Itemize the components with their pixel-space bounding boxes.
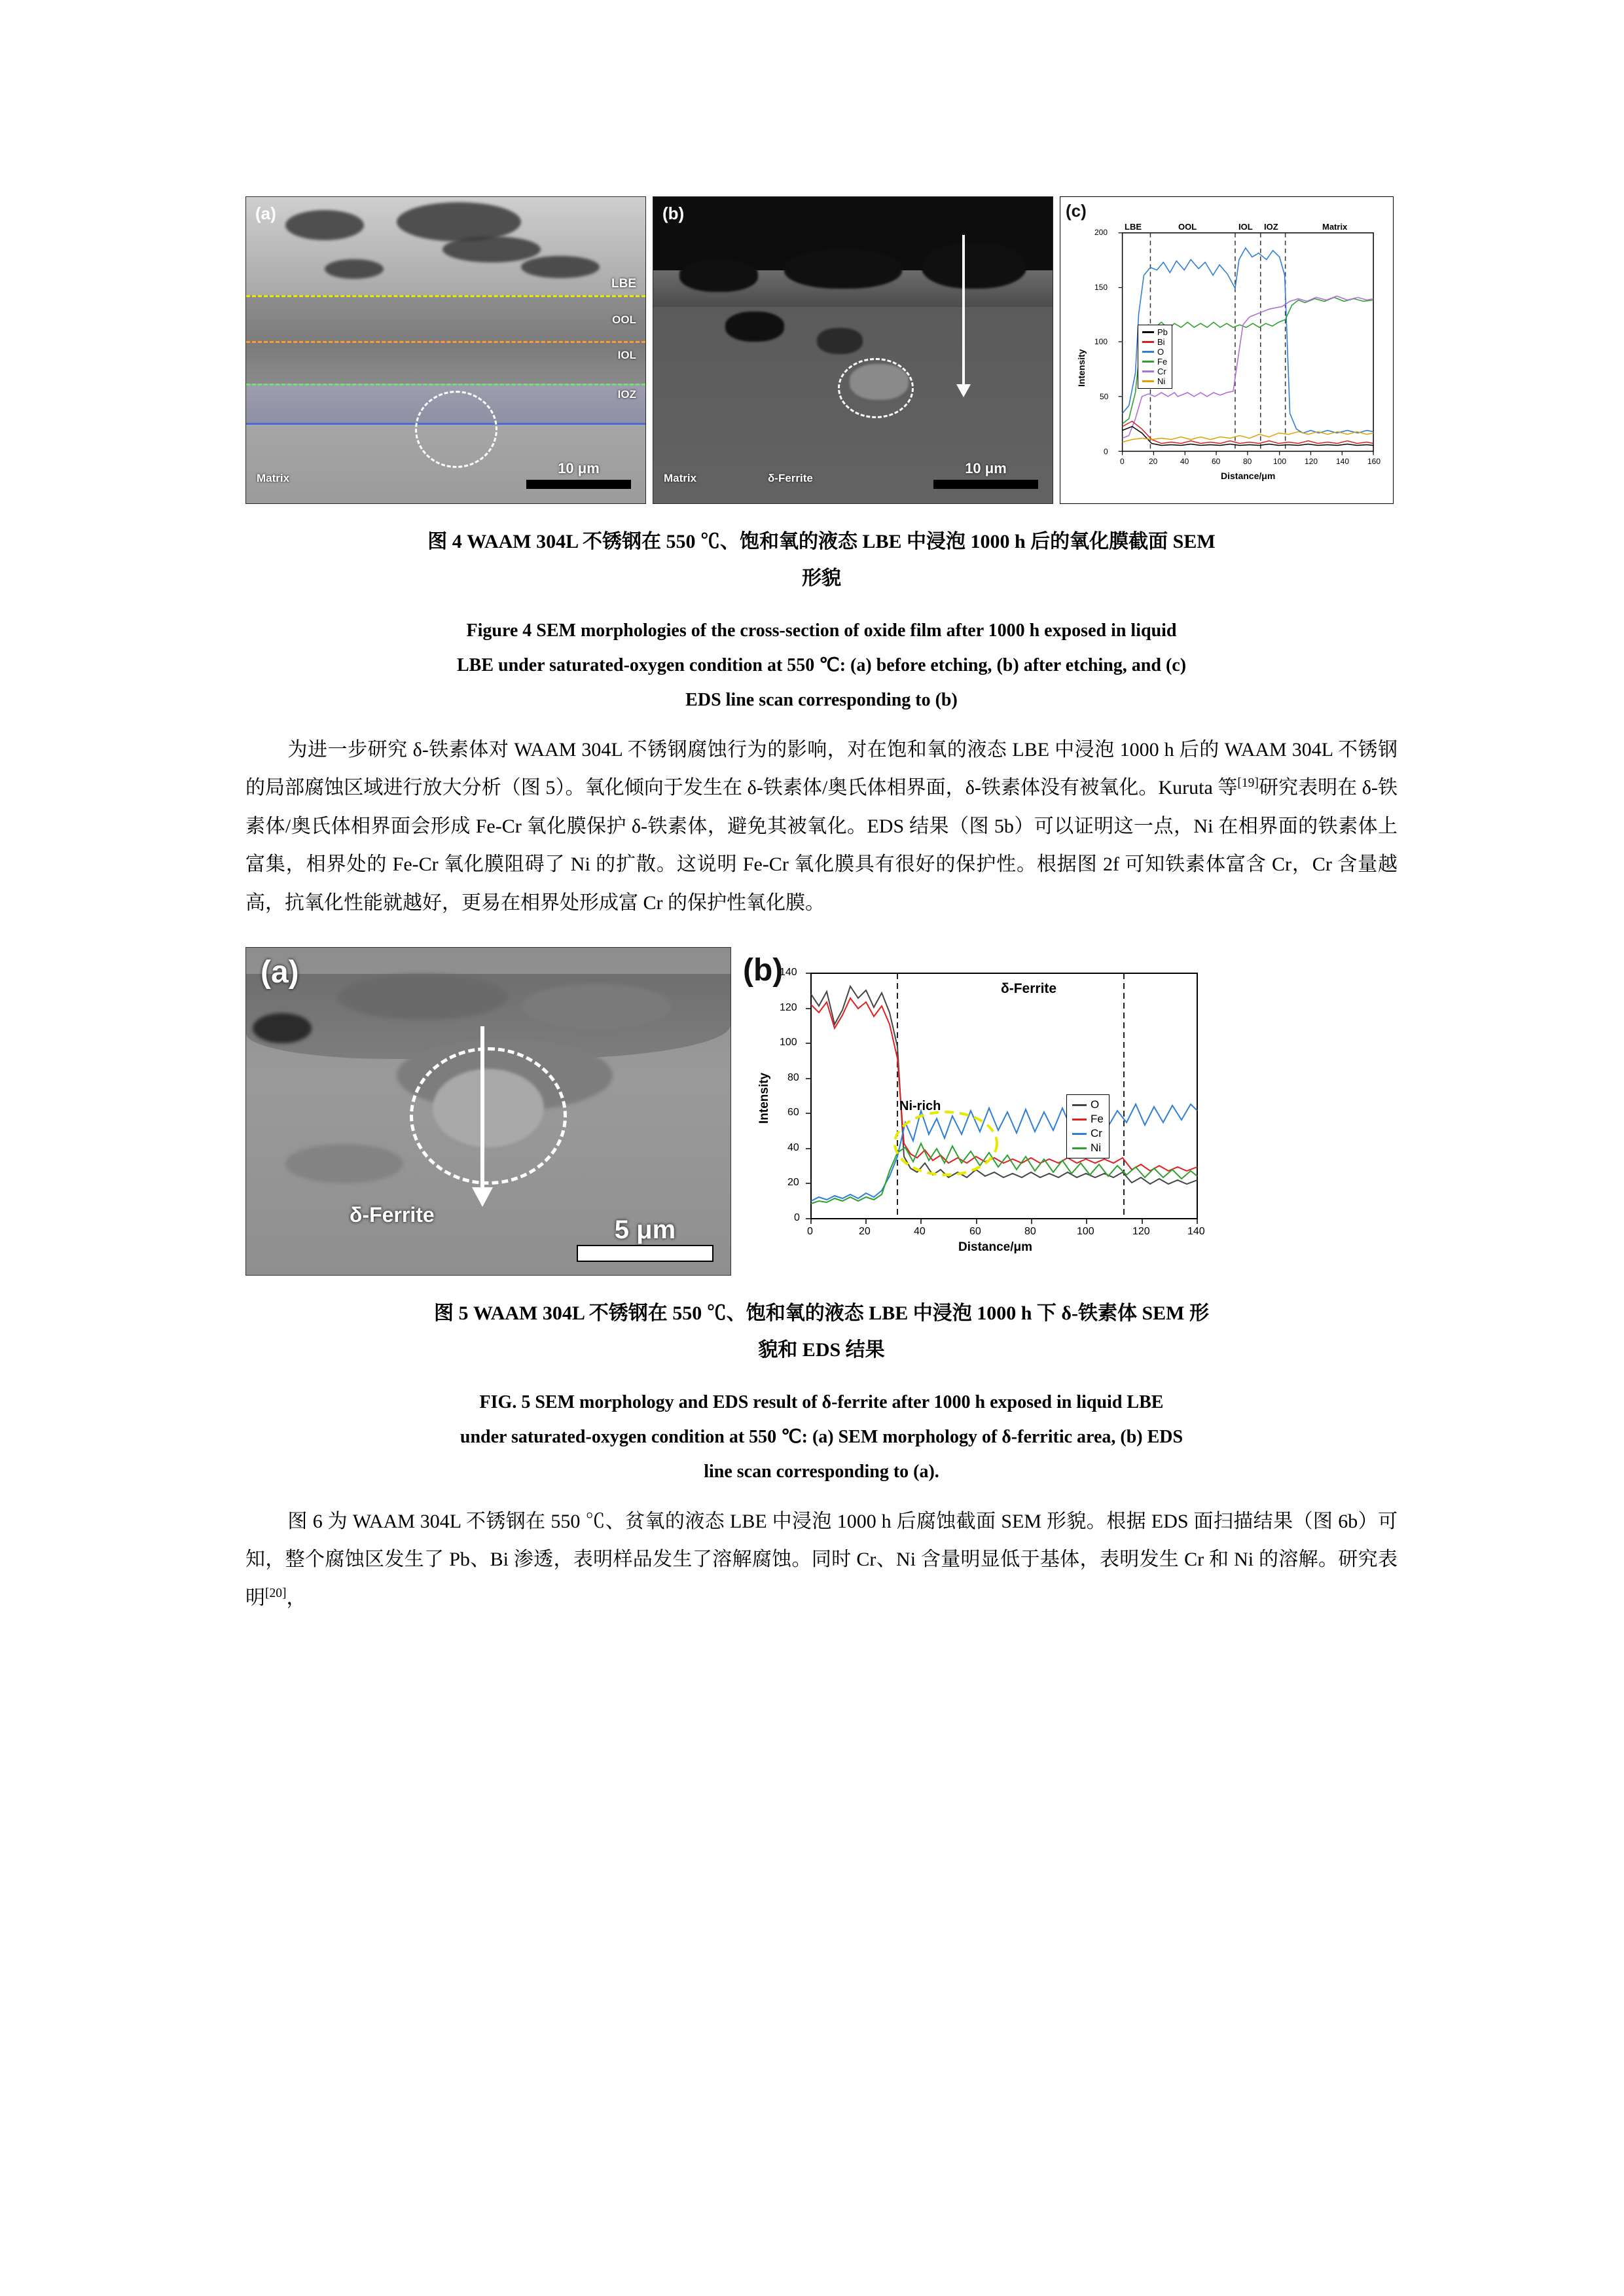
ytick-100-5b: 100 xyxy=(780,1037,797,1049)
sem-texture xyxy=(325,259,384,279)
figure-4-caption-en-line3: EDS line scan corresponding to (b) xyxy=(685,690,958,711)
figure-4-panel-b xyxy=(653,196,1053,504)
label-delta-ferrite-5a: δ-Ferrite xyxy=(350,1203,435,1227)
label-matrix: Matrix xyxy=(257,472,290,484)
figure-4-caption-cn-line2: 形貌 xyxy=(802,567,841,589)
legend-item-ni xyxy=(1142,376,1168,386)
scale-bar-line xyxy=(526,480,631,489)
legend-swatch-cr xyxy=(1142,370,1154,372)
zone-label-matrix: Matrix xyxy=(1322,222,1348,232)
legend-label-ni: Ni xyxy=(1157,376,1166,386)
ytick-0-5b: 0 xyxy=(794,1212,800,1224)
citation-20: [20] xyxy=(265,1586,287,1600)
axis-label-y-5b: Intensity xyxy=(757,1072,771,1124)
zone-label-ool: OOL xyxy=(1178,222,1197,232)
xtick-40: 40 xyxy=(1180,457,1189,466)
panel-tag-c: (c) xyxy=(1066,201,1087,221)
legend-swatch-o-5b xyxy=(1072,1104,1087,1106)
sem-texture xyxy=(679,259,758,292)
legend-item-o-5b xyxy=(1072,1098,1104,1112)
figure-5-caption-en xyxy=(245,1385,1398,1490)
sem-texture xyxy=(285,1144,403,1183)
legend-swatch-ni-5b xyxy=(1072,1147,1087,1149)
legend-swatch-bi xyxy=(1142,341,1154,343)
figure-5-caption-cn-line1: 图 5 WAAM 304L 不锈钢在 550 ℃、饱和氧的液态 LBE 中浸泡 1000 h 下 δ-铁素体 SEM 形 xyxy=(434,1302,1209,1325)
ytick-200: 200 xyxy=(1094,228,1108,237)
label-iol: IOL xyxy=(617,349,636,361)
xtick-80-5b: 80 xyxy=(1024,1226,1036,1238)
label-delta-ferrite-b: δ-Ferrite xyxy=(768,472,813,484)
legend-label-ni-5b: Ni xyxy=(1091,1141,1102,1155)
label-ool: OOL xyxy=(612,314,636,326)
ytick-80-5b: 80 xyxy=(787,1072,799,1084)
figure-5-caption-en-line1: FIG. 5 SEM morphology and EDS result of δ-ferrite after 1000 h exposed in liquid LBE xyxy=(479,1392,1164,1413)
figure-4-panel-c xyxy=(1060,196,1394,504)
axis-label-x-5b: Distance/μm xyxy=(958,1240,1032,1255)
citation-19: [19] xyxy=(1237,776,1259,791)
legend-swatch-ni xyxy=(1142,380,1154,382)
panel-tag-5b: (b) xyxy=(743,953,784,988)
xtick-20: 20 xyxy=(1149,457,1158,466)
paragraph-2 xyxy=(245,1503,1398,1618)
xtick-40-5b: 40 xyxy=(914,1226,926,1238)
legend-swatch-pb xyxy=(1142,331,1154,333)
scale-bar-line-5a xyxy=(577,1245,713,1262)
ytick-150: 150 xyxy=(1094,283,1108,292)
xtick-160: 160 xyxy=(1367,457,1381,466)
figure-5-caption-en-line2: under saturated-oxygen condition at 550 ℃: (a) SEM morphology of δ-ferritic area, (b) EDS xyxy=(460,1427,1183,1448)
paragraph-2-text-b: ， xyxy=(286,1587,306,1609)
sem-texture xyxy=(397,202,521,242)
line-scan-arrow-head xyxy=(956,384,971,397)
line-scan-arrow-shaft-5a xyxy=(480,1026,484,1190)
eds-line-chart-fig5b xyxy=(739,947,1223,1274)
sem-texture xyxy=(253,1013,312,1043)
xtick-120-5b: 120 xyxy=(1132,1226,1150,1238)
xtick-0: 0 xyxy=(1120,457,1125,466)
legend-fig5b xyxy=(1066,1094,1110,1158)
axis-label-x-c: Distance/μm xyxy=(1221,471,1276,481)
legend-label-cr-5b: Cr xyxy=(1091,1127,1102,1140)
label-ioz: IOZ xyxy=(617,388,636,401)
sem-texture xyxy=(285,210,364,240)
legend-label-cr: Cr xyxy=(1157,367,1166,376)
ytick-140-5b: 140 xyxy=(780,967,797,978)
figure-5-caption-cn xyxy=(245,1295,1398,1368)
sem-texture xyxy=(784,249,902,289)
scale-bar-a xyxy=(526,460,631,489)
scale-bar-line xyxy=(933,480,1038,489)
figure-5-images xyxy=(245,947,1398,1276)
figure-5-caption-cn-line2: 貌和 EDS 结果 xyxy=(758,1338,885,1361)
highlight-circle-5a xyxy=(410,1047,567,1185)
legend-item-pb xyxy=(1142,327,1168,337)
label-lbe: LBE xyxy=(611,277,636,291)
xtick-120: 120 xyxy=(1305,457,1318,466)
ytick-60-5b: 60 xyxy=(787,1107,799,1119)
region-label-delta-ferrite-5b: δ-Ferrite xyxy=(1001,981,1057,997)
legend-label-bi: Bi xyxy=(1157,337,1165,347)
xtick-20-5b: 20 xyxy=(859,1226,871,1238)
xtick-140-5b: 140 xyxy=(1187,1226,1205,1238)
sem-texture xyxy=(922,243,1026,289)
figure-5-panel-a xyxy=(245,947,731,1276)
page-content xyxy=(245,196,1398,1637)
legend-label-o: O xyxy=(1157,347,1164,357)
line-scan-arrow-head-5a xyxy=(472,1187,493,1207)
ytick-0: 0 xyxy=(1104,447,1108,456)
paragraph-1-text-b: 研究表明在 δ-铁素体/奥氏体相界面会形成 Fe-Cr 氧化膜保护 δ-铁素体，避免其被氧化。EDS 结果（图 5b）可以证明这一点，Ni 在相界面的铁素体上富集，相界处的 Fe-Cr 氧化膜阻碍了 Ni 的扩散。这说明 Fe-Cr 氧化膜具有很好的保护性。根据图 2f 可知铁素体富含 Cr，Cr 含量越高，抗氧化性能就越好，更易在相界处形成富 Cr 的保护性氧化膜。 xyxy=(245,777,1398,914)
legend-item-fe-5b xyxy=(1072,1112,1104,1126)
legend-item-ni-5b xyxy=(1072,1141,1104,1155)
ytick-20-5b: 20 xyxy=(787,1177,799,1189)
legend-item-cr xyxy=(1142,367,1168,376)
scale-bar-label: 10 μm xyxy=(965,460,1007,476)
sem-texture xyxy=(521,984,672,1030)
legend-label-o-5b: O xyxy=(1091,1098,1100,1111)
figure-4-images xyxy=(245,196,1398,504)
legend-label-pb: Pb xyxy=(1157,327,1168,337)
sem-ool-layer xyxy=(246,295,645,341)
figure-4-caption-cn-line1: 图 4 WAAM 304L 不锈钢在 550 ℃、饱和氧的液态 LBE 中浸泡 1000 h 后的氧化膜截面 SEM xyxy=(427,531,1216,552)
legend-item-o xyxy=(1142,347,1168,357)
legend-swatch-fe xyxy=(1142,361,1154,363)
sem-iol-layer xyxy=(246,341,645,384)
xtick-100-5b: 100 xyxy=(1077,1226,1094,1238)
xtick-0-5b: 0 xyxy=(807,1226,813,1238)
xtick-60-5b: 60 xyxy=(969,1226,981,1238)
ytick-40-5b: 40 xyxy=(787,1142,799,1154)
legend-label-fe: Fe xyxy=(1157,357,1168,367)
sem-texture xyxy=(521,256,600,278)
sem-texture xyxy=(725,312,784,342)
legend-swatch-fe-5b xyxy=(1072,1119,1087,1121)
xtick-60: 60 xyxy=(1212,457,1221,466)
figure-4-panel-a xyxy=(245,196,646,504)
legend-item-bi xyxy=(1142,337,1168,347)
scale-bar-b xyxy=(933,460,1038,489)
xtick-100: 100 xyxy=(1273,457,1287,466)
zone-label-iol: IOL xyxy=(1238,222,1253,232)
legend-item-cr-5b xyxy=(1072,1126,1104,1141)
paragraph-2-text-a: 图 6 为 WAAM 304L 不锈钢在 550 ℃、贫氧的液态 LBE 中浸泡 1000 h 后腐蚀截面 SEM 形貌。根据 EDS 面扫描结果（图 6b）可知，整个腐蚀区发生了 Pb、Bi 渗透，表明样品发生了溶解腐蚀。同时 Cr、Ni 含量明显低于基体，表明发生 Cr 和 Ni 的溶解。研究表明 xyxy=(245,1510,1398,1609)
line-scan-arrow-shaft xyxy=(962,235,965,386)
sem-texture xyxy=(817,328,863,354)
panel-tag-a: (a) xyxy=(255,204,276,223)
legend-label-fe-5b: Fe xyxy=(1091,1113,1104,1126)
scale-bar-5a xyxy=(577,1215,713,1262)
legend-swatch-cr-5b xyxy=(1072,1133,1087,1135)
label-matrix-b: Matrix xyxy=(664,472,697,484)
zone-label-lbe: LBE xyxy=(1125,222,1142,232)
xtick-140: 140 xyxy=(1336,457,1350,466)
figure-5-panel-b xyxy=(739,947,1223,1274)
figure-4-caption-en-line1: Figure 4 SEM morphologies of the cross-section of oxide film after 1000 h exposed in liquid xyxy=(466,620,1177,641)
legend-fig4c xyxy=(1138,325,1172,389)
ytick-100: 100 xyxy=(1094,337,1108,346)
xtick-80: 80 xyxy=(1243,457,1252,466)
paragraph-1 xyxy=(245,731,1398,923)
ytick-50: 50 xyxy=(1100,392,1109,401)
sem-texture xyxy=(338,974,508,1020)
figure-4-caption-en-line2: LBE under saturated-oxygen condition at 550 ℃: (a) before etching, (b) after etching, and (c) xyxy=(456,655,1187,676)
boundary-line-iol-ioz xyxy=(246,384,645,386)
boundary-line-ool-iol xyxy=(246,341,645,343)
figure-4-caption-en xyxy=(245,613,1398,718)
sem-texture xyxy=(442,236,541,262)
scale-bar-label-5a: 5 μm xyxy=(614,1215,676,1245)
paragraph-1-text-a: 为进一步研究 δ-铁素体对 WAAM 304L 不锈钢腐蚀行为的影响，对在饱和氧的液态 LBE 中浸泡 1000 h 后的 WAAM 304L 不锈钢的局部腐蚀区域进行放大分析（图 5）。氧化倾向于发生在 δ-铁素体/奥氏体相界面，δ-铁素体没有被氧化。Kuruta 等 xyxy=(245,738,1398,799)
panel-tag-b: (b) xyxy=(662,204,685,223)
boundary-line-lbe-ool xyxy=(246,295,645,297)
scale-bar-label: 10 μm xyxy=(558,460,600,476)
ytick-120-5b: 120 xyxy=(780,1002,797,1014)
legend-swatch-o xyxy=(1142,351,1154,353)
highlight-circle xyxy=(415,391,497,468)
zone-label-ioz: IOZ xyxy=(1264,222,1278,232)
panel-tag-5a: (a) xyxy=(261,955,299,990)
figure-5-caption-en-line3: line scan corresponding to (a). xyxy=(704,1462,939,1482)
highlight-circle-b xyxy=(838,358,914,418)
figure-4-caption-cn xyxy=(245,524,1398,596)
annotation-ni-rich: Ni-rich xyxy=(899,1099,941,1114)
axis-label-y-c: Intensity xyxy=(1076,349,1087,387)
legend-item-fe xyxy=(1142,357,1168,367)
